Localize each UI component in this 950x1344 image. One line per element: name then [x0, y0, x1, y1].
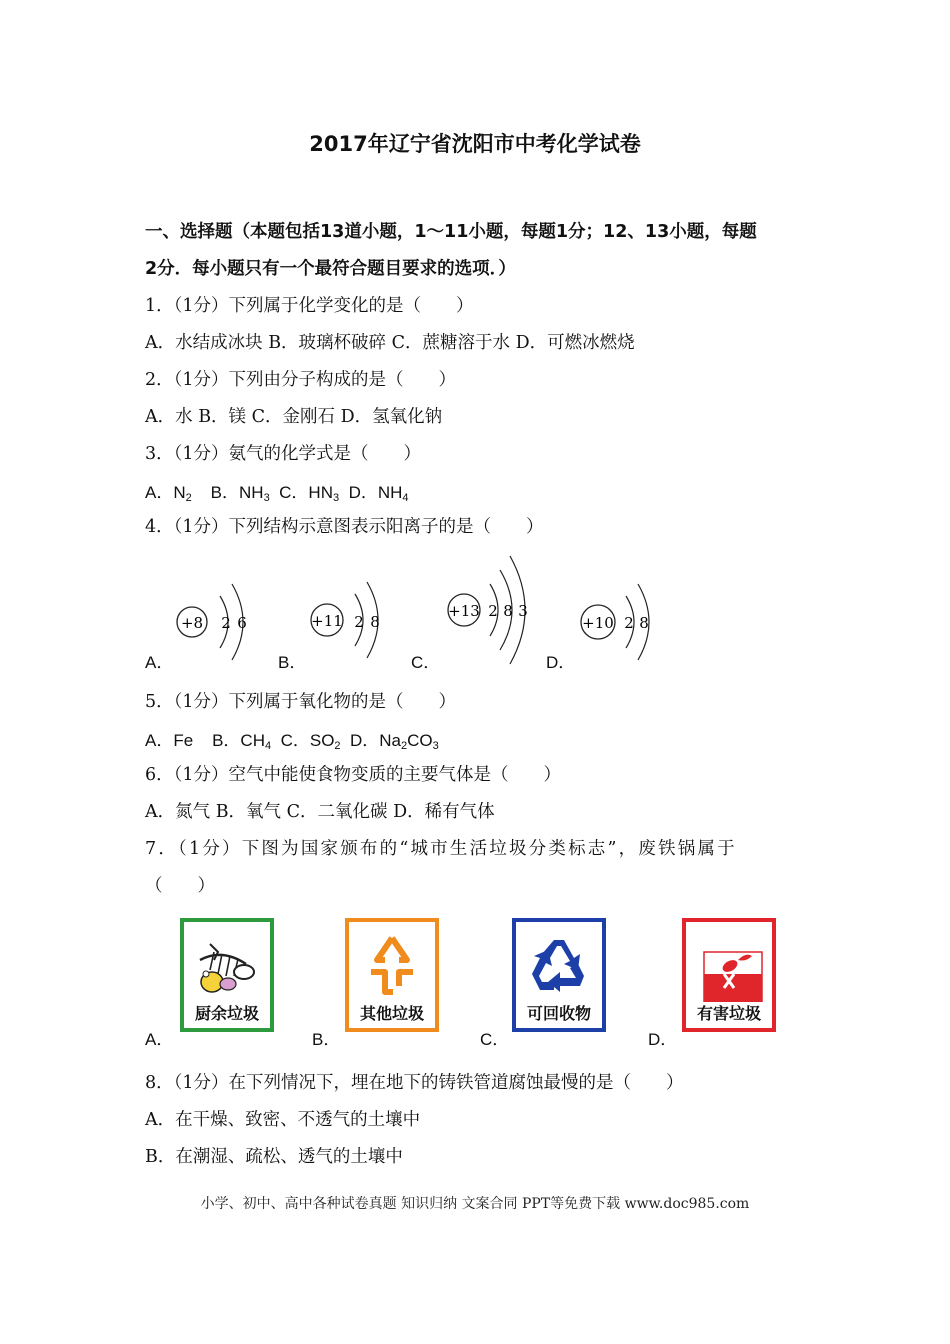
kitchen-waste-sign [180, 918, 274, 1032]
recyclable-sign [512, 918, 606, 1032]
q8-option-b: B．在潮湿、疏松、透气的土壤中 [145, 1147, 403, 1167]
shell-label-c3: 3 [518, 602, 528, 620]
q4-stem: 4．（1分）下列结构示意图表示阳离子的是（ ） [145, 517, 544, 537]
q3-option-d: D．$NH_4$ [348, 483, 409, 504]
atom-diagram-a [170, 580, 260, 670]
nucleus-label-a: +8 [180, 614, 204, 632]
other-waste-caption: 其他垃圾 [359, 1004, 424, 1023]
triangle-arrows-icon [357, 930, 427, 1002]
q8-stem: 8．（1分）在下列情况下，埋在地下的铸铁管道腐蚀最慢的是（ ） [145, 1073, 684, 1093]
recyclable-caption: 可回收物 [526, 1004, 591, 1023]
atom-diagram-d [572, 578, 662, 668]
q5-option-c: C．$SO_2$ [280, 731, 341, 752]
q7-label-b: B． [312, 1030, 341, 1049]
page-footer: 小学、初中、高中各种试卷真题 知识归纳 文案合同 PPT等免费下载 www.doc985.com [200, 1196, 750, 1212]
shell-label-c2: 8 [503, 602, 513, 620]
page-title: 2017年辽宁省沈阳市中考化学试卷 [309, 132, 641, 156]
shell-label-a2: 6 [237, 614, 247, 632]
q2-stem: 2．（1分）下列由分子构成的是（ ） [145, 370, 457, 390]
q4-label-b: B． [278, 653, 307, 672]
q5-options [145, 726, 439, 752]
q7-label-a: A． [145, 1030, 174, 1049]
nucleus-label-d: +10 [582, 614, 614, 632]
section-header-line2: 2分．每小题只有一个最符合题目要求的选项．） [145, 259, 516, 279]
q7-stem: 7．（1分）下图为国家颁布的“城市生活垃圾分类标志”，废铁锅属于 [145, 839, 737, 859]
q5-option-d: D．$Na_2CO_3$ [350, 731, 439, 752]
q3-options [145, 478, 409, 504]
q8-option-a: A．在干燥、致密、不透气的土壤中 [145, 1110, 421, 1130]
q7-stem-paren: （ ） [145, 876, 215, 896]
shell-label-d1: 2 [624, 614, 634, 632]
q3-option-a: A．$N_2$ [145, 483, 192, 504]
q1-stem: 1．（1分）下列属于化学变化的是（ ） [145, 296, 474, 316]
hazardous-waste-sign [682, 918, 776, 1032]
shell-label-c1: 2 [488, 602, 498, 620]
recycle-icon [524, 930, 594, 1002]
hazardous-waste-caption: 有害垃圾 [696, 1004, 761, 1023]
q4-label-d: D． [546, 653, 576, 672]
q7-label-c: C． [480, 1030, 510, 1049]
q6-stem: 6．（1分）空气中能使食物变质的主要气体是（ ） [145, 765, 562, 785]
atom-diagram-b [300, 578, 390, 668]
section-header-line1: 一、选择题（本题包括13道小题，1～11小题，每题1分；12、13小题，每题 [145, 222, 757, 242]
shell-label-a1: 2 [221, 614, 231, 632]
q3-option-b: B．$NH_3$ [210, 483, 270, 504]
q4-label-c: C． [411, 653, 441, 672]
nucleus-label-b: +11 [311, 612, 343, 630]
atom-diagram-c [440, 554, 540, 666]
shell-label-b2: 8 [370, 613, 380, 631]
other-waste-sign [345, 918, 439, 1032]
q2-options: A．水 B．镁 C．金刚石 D．氢氧化钠 [145, 407, 443, 427]
hazard-icon [694, 930, 764, 1002]
fish-bone-icon [192, 930, 262, 1002]
shell-label-d2: 8 [639, 614, 649, 632]
q7-label-d: D． [648, 1030, 678, 1049]
q4-label-a: A． [145, 653, 174, 672]
q5-option-b: B．$CH_4$ [212, 731, 272, 752]
shell-label-b1: 2 [354, 613, 364, 631]
nucleus-label-c: +13 [448, 602, 480, 620]
q3-option-c: C．$HN_3$ [279, 483, 340, 504]
q6-options: A．氮气 B．氧气 C．二氧化碳 D．稀有气体 [145, 802, 495, 822]
q5-stem: 5．（1分）下列属于氧化物的是（ ） [145, 692, 457, 712]
kitchen-waste-caption: 厨余垃圾 [194, 1004, 259, 1023]
q3-stem: 3．（1分）氨气的化学式是（ ） [145, 444, 422, 464]
q1-options: A．水结成冰块 B．玻璃杯破碎 C．蔗糖溶于水 D．可燃冰燃烧 [145, 333, 635, 353]
q5-option-a: A．Fe [145, 731, 194, 750]
